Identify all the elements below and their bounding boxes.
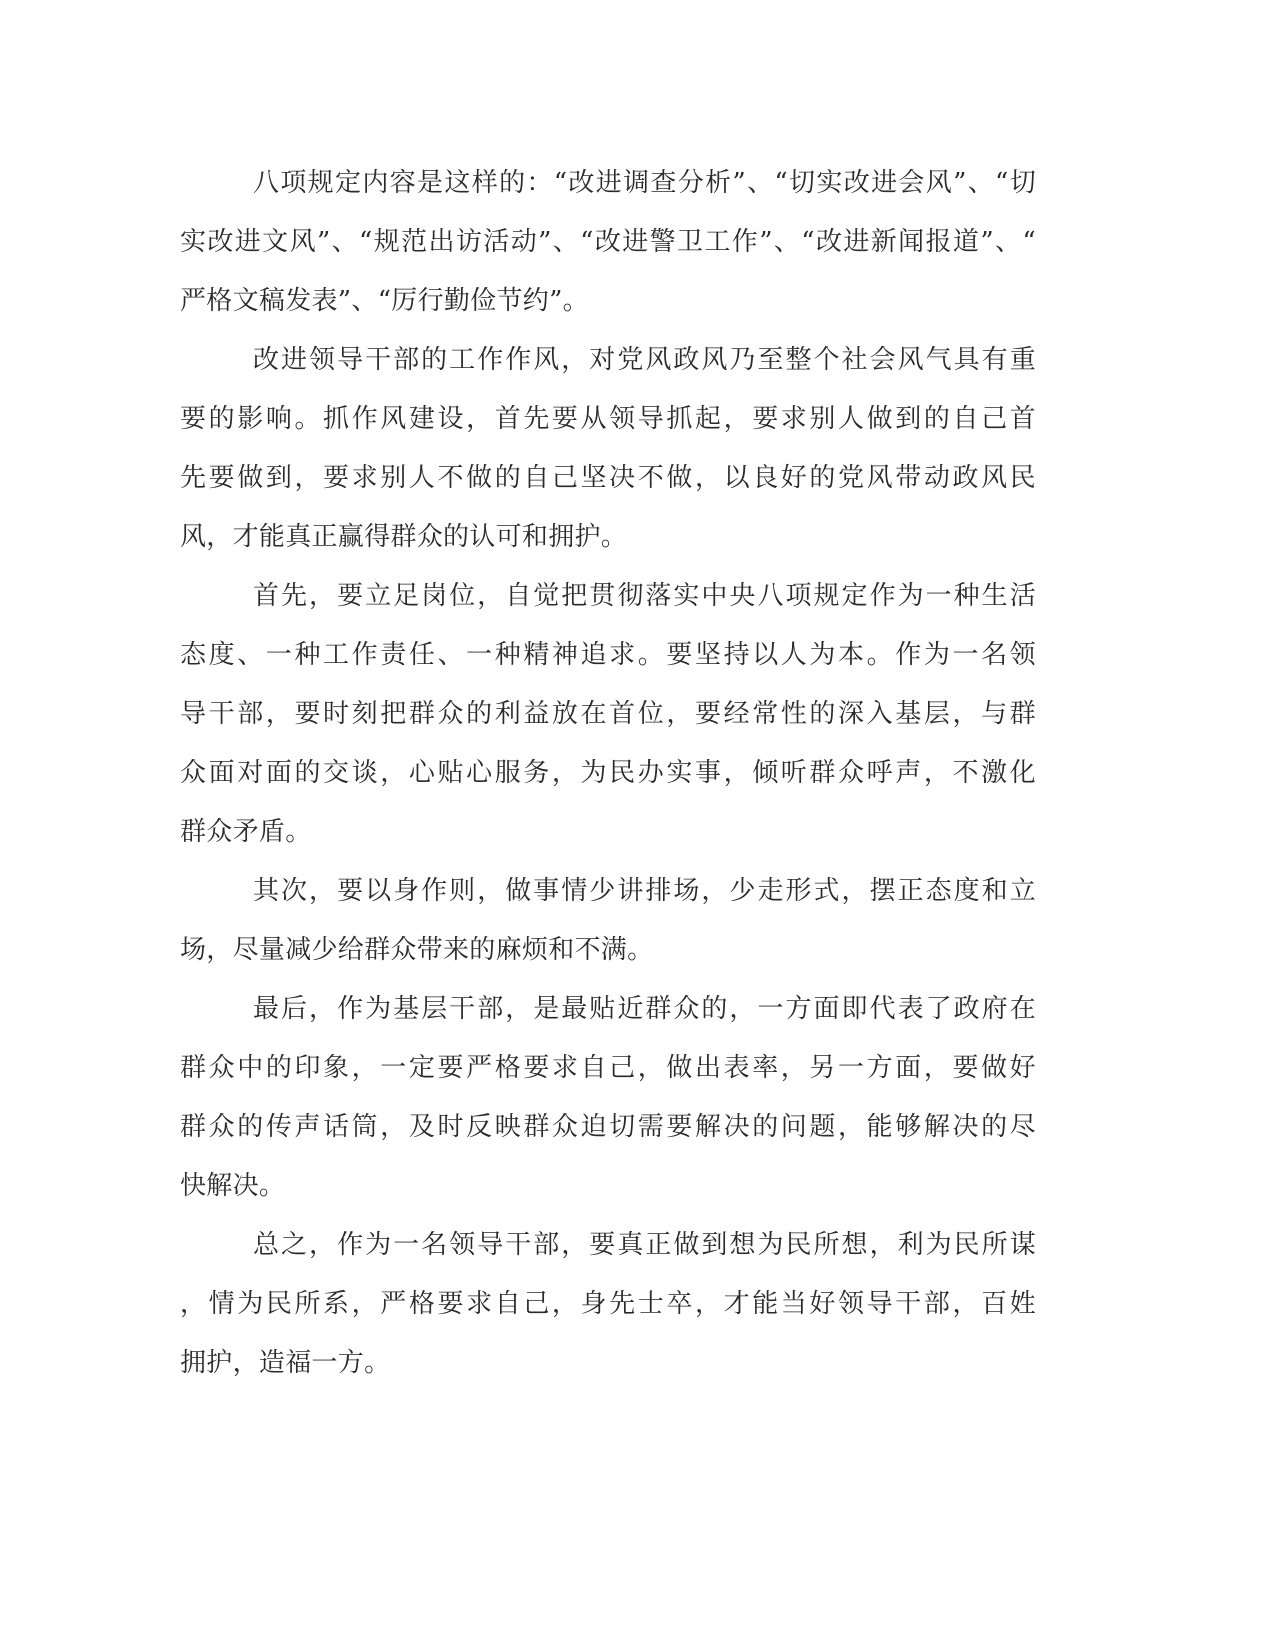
document-body	[180, 154, 1036, 1393]
paragraph-line: 群众中的印象，一定要严格要求自己，做出表率，另一方面，要做好	[180, 1053, 1036, 1083]
paragraph-line: 八项规定内容是这样的：“改进调查分析”、“切实改进会风”、“切	[253, 168, 1036, 198]
paragraph-4	[180, 862, 1036, 980]
paragraph-line: 快解决。	[180, 1171, 286, 1201]
paragraph-line: 导干部，要时刻把群众的利益放在首位，要经常性的深入基层，与群	[180, 699, 1036, 729]
paragraph-line: 众面对面的交谈，心贴心服务，为民办实事，倾听群众呼声，不激化	[180, 758, 1036, 788]
paragraph-line: 总之，作为一名领导干部，要真正做到想为民所想，利为民所谋	[253, 1230, 1036, 1260]
paragraph-5	[180, 980, 1036, 1216]
paragraph-line: 风，才能真正赢得群众的认可和拥护。	[180, 522, 628, 552]
paragraph-line: 场，尽量减少给群众带来的麻烦和不满。	[180, 935, 654, 965]
paragraph-line: 拥护，造福一方。	[180, 1348, 391, 1378]
paragraph-line: 态度、一种工作责任、一种精神追求。要坚持以人为本。作为一名领	[180, 640, 1036, 670]
paragraph-line: 群众的传声话筒，及时反映群众迫切需要解决的问题，能够解决的尽	[180, 1112, 1036, 1142]
paragraph-line: 其次，要以身作则，做事情少讲排场，少走形式，摆正态度和立	[253, 876, 1036, 906]
paragraph-1	[180, 154, 1036, 331]
paragraph-3	[180, 567, 1036, 862]
paragraph-line: 实改进文风”、“规范出访活动”、“改进警卫工作”、“改进新闻报道”、“	[180, 227, 1036, 257]
paragraph-line: 最后，作为基层干部，是最贴近群众的，一方面即代表了政府在	[253, 994, 1036, 1024]
paragraph-line: 先要做到，要求别人不做的自己坚决不做，以良好的党风带动政风民	[180, 463, 1036, 493]
paragraph-line: 严格文稿发表”、“厉行勤俭节约”。	[180, 286, 589, 316]
paragraph-6	[180, 1216, 1036, 1393]
paragraph-line: 改进领导干部的工作作风，对党风政风乃至整个社会风气具有重	[253, 345, 1036, 375]
paragraph-2	[180, 331, 1036, 567]
paragraph-line: 要的影响。抓作风建设，首先要从领导抓起，要求别人做到的自己首	[180, 404, 1036, 434]
paragraph-line: ，情为民所系，严格要求自己，身先士卒，才能当好领导干部，百姓	[180, 1289, 1036, 1319]
paragraph-line: 群众矛盾。	[180, 817, 312, 847]
paragraph-line: 首先，要立足岗位，自觉把贯彻落实中央八项规定作为一种生活	[253, 581, 1036, 611]
